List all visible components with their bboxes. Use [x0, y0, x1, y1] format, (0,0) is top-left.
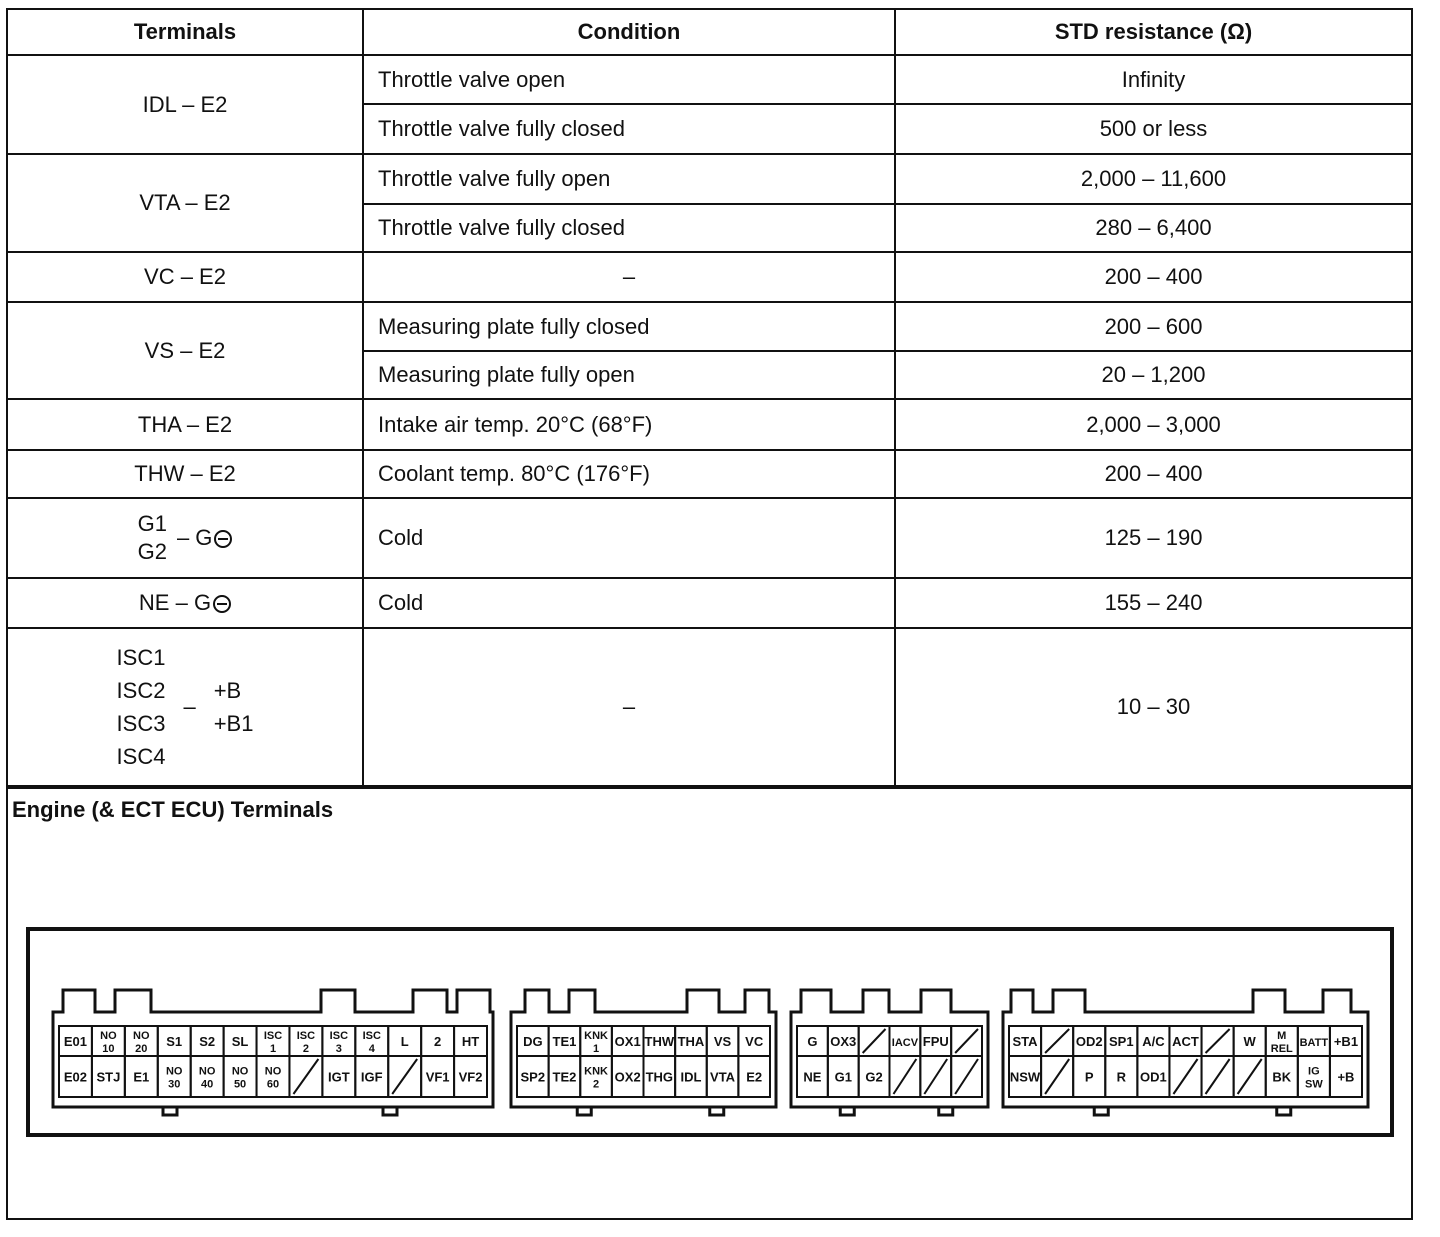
ecu-pin: [355, 1056, 388, 1097]
pin-label: KNK: [584, 1030, 608, 1042]
ecu-pin: [454, 1056, 487, 1097]
condition-cell: Coolant temp. 80°C (176°F): [363, 450, 895, 498]
ecu-section-title: Engine (& ECT ECU) Terminals: [12, 797, 334, 822]
pin-label: 2: [593, 1078, 600, 1091]
unused-pin-slash: [863, 1029, 886, 1053]
ecu-pin: [92, 1056, 125, 1097]
ecu-pin: [675, 1026, 707, 1056]
pin-label: TE2: [552, 1069, 577, 1085]
ecu-pin: [59, 1026, 92, 1056]
ecu-pin: [580, 1056, 612, 1097]
pin-label: STA: [1012, 1034, 1038, 1049]
pin-label: NSW: [1009, 1069, 1041, 1085]
pin-label: BATT: [1299, 1037, 1329, 1049]
ecu-connector-2: [511, 990, 776, 1115]
pin-label: VTA: [710, 1069, 736, 1085]
pin-label: W: [1243, 1034, 1256, 1049]
pin-label: THA: [677, 1034, 705, 1049]
ground-minus-icon: [213, 595, 231, 613]
pin-label: TE1: [552, 1034, 577, 1049]
pin-label: IGF: [360, 1069, 383, 1085]
pin-label: 60: [266, 1078, 280, 1091]
ecu-pin: [289, 1056, 322, 1097]
pin-label: E01: [63, 1034, 88, 1049]
pin-label: 2: [433, 1034, 442, 1049]
condition-cell: –: [363, 628, 895, 786]
table-row: [8, 55, 1411, 104]
pin-label: OX2: [614, 1069, 641, 1085]
pin-label: SP2: [520, 1069, 546, 1085]
ecu-pin: [920, 1026, 951, 1056]
pin-label: IACV: [891, 1037, 919, 1049]
ecu-pin: [1041, 1056, 1073, 1097]
ecu-pin: [1009, 1026, 1041, 1056]
ecu-pin: [191, 1026, 224, 1056]
pin-label: NO: [231, 1065, 249, 1078]
pin-label: NO: [100, 1030, 117, 1042]
std-cell: 10 – 30: [895, 628, 1411, 786]
ecu-pin: [549, 1026, 581, 1056]
terminal-isc3: ISC3: [116, 711, 166, 736]
pin-label: ISC: [329, 1030, 349, 1042]
pin-label: 1: [269, 1043, 277, 1055]
ecu-pin: [1234, 1026, 1266, 1056]
ecu-pin: [1105, 1026, 1137, 1056]
condition-cell: Measuring plate fully open: [363, 351, 895, 399]
ecu-pin: [1202, 1026, 1234, 1056]
pin-label: IG: [1308, 1065, 1320, 1078]
ecu-pin: [580, 1026, 612, 1056]
std-cell: 20 – 1,200: [895, 351, 1411, 399]
terminals-cell: THA – E2: [8, 399, 363, 450]
std-cell: 2,000 – 11,600: [895, 154, 1411, 204]
terminal-g-minus: – G: [176, 525, 213, 550]
pin-label: 50: [233, 1078, 247, 1091]
condition-cell: Cold: [363, 578, 895, 628]
ecu-pin: [355, 1026, 388, 1056]
pin-label: OX3: [830, 1034, 857, 1049]
pin-label: DG: [523, 1034, 543, 1049]
pin-label: KNK: [584, 1065, 608, 1078]
isc-terminals: ISC1 ISC2 ISC3 ISC4 – +B +B1: [117, 641, 254, 773]
header-condition: Condition: [363, 10, 895, 55]
pin-label: 20: [135, 1043, 148, 1055]
pin-label: REL: [1270, 1043, 1293, 1055]
ecu-pin: [388, 1056, 421, 1097]
pin-label: THG: [645, 1069, 674, 1085]
ecu-pin: [797, 1026, 828, 1056]
pin-label: ISC: [362, 1030, 381, 1042]
ecu-pin: [549, 1056, 581, 1097]
unused-pin-slash: [1206, 1059, 1230, 1094]
unused-pin-slash: [1238, 1059, 1262, 1094]
ecu-pin: [224, 1056, 257, 1097]
ecu-pin: [421, 1026, 454, 1056]
ecu-pin: [890, 1056, 921, 1097]
pin-label: 1: [593, 1043, 600, 1055]
ecu-connector-1: [53, 990, 493, 1115]
terminals-cell: [8, 628, 363, 786]
condition-cell: Throttle valve fully closed: [363, 104, 895, 154]
ecu-pin: [1041, 1026, 1073, 1056]
ecu-pin: [1073, 1056, 1105, 1097]
std-cell: 280 – 6,400: [895, 204, 1411, 252]
pin-label: 3: [335, 1043, 342, 1055]
pin-label: G: [807, 1034, 818, 1049]
condition-cell: Throttle valve fully open: [363, 154, 895, 204]
terminals-cell: [8, 578, 363, 628]
ecu-pin: [421, 1056, 454, 1097]
ecu-pin: [951, 1026, 982, 1056]
ecu-pin: [890, 1026, 921, 1056]
ecu-connector-diagram: [8, 789, 1411, 1235]
pin-label: VF2: [458, 1069, 483, 1085]
pin-label: +B: [1337, 1069, 1355, 1085]
ecu-pin: [1137, 1056, 1169, 1097]
condition-cell: Intake air temp. 20°C (68°F): [363, 399, 895, 450]
table-row: [8, 154, 1411, 204]
ecu-pin: [1105, 1056, 1137, 1097]
condition-cell: Cold: [363, 498, 895, 578]
terminal-isc4: ISC4: [116, 744, 166, 769]
ecu-connector-3: [791, 990, 988, 1115]
pin-label: 30: [168, 1078, 181, 1091]
ecu-pin: [951, 1056, 982, 1097]
ecu-pin: [92, 1026, 125, 1056]
unused-pin-slash: [1173, 1059, 1197, 1094]
pin-label: P: [1084, 1069, 1094, 1085]
document-page: [6, 8, 1413, 1220]
resistance-table: [8, 10, 1411, 787]
condition-cell: Measuring plate fully closed: [363, 302, 895, 351]
pin-label: VF1: [425, 1069, 450, 1085]
pin-label: IDL: [680, 1069, 702, 1085]
terminals-cell: THW – E2: [8, 450, 363, 498]
ecu-pin: [517, 1026, 549, 1056]
pin-label: NO: [165, 1065, 183, 1078]
condition-cell: Throttle valve open: [363, 55, 895, 104]
pin-label: 10: [102, 1043, 115, 1055]
pin-label: VC: [745, 1034, 764, 1049]
ecu-pin: [454, 1026, 487, 1056]
table-row: [8, 498, 1411, 578]
pin-label: BK: [1272, 1069, 1292, 1085]
ecu-pin: [1137, 1026, 1169, 1056]
condition-cell: –: [363, 252, 895, 302]
ecu-pin: [158, 1056, 191, 1097]
pin-label: STJ: [96, 1069, 121, 1085]
ecu-pin: [191, 1056, 224, 1097]
pin-label: G1: [834, 1069, 852, 1085]
table-row: [8, 578, 1411, 628]
terminal-ne: NE – G: [138, 590, 212, 615]
terminals-cell: IDL – E2: [8, 55, 363, 154]
terminals-cell: VTA – E2: [8, 154, 363, 252]
pin-label: ACT: [1172, 1034, 1199, 1049]
terminals-cell: [8, 498, 363, 578]
pin-label: FPU: [922, 1034, 949, 1049]
ecu-pin: [707, 1026, 739, 1056]
std-cell: 200 – 400: [895, 450, 1411, 498]
ecu-pin: [675, 1056, 707, 1097]
condition-cell: Throttle valve fully closed: [363, 204, 895, 252]
pin-label: S1: [166, 1034, 183, 1049]
terminal-isc2: ISC2: [116, 678, 166, 703]
ecu-pin: [797, 1056, 828, 1097]
terminal-plus-b: +B: [213, 678, 242, 703]
table-row: [8, 628, 1411, 786]
pin-label: ISC: [263, 1030, 283, 1042]
std-cell: 155 – 240: [895, 578, 1411, 628]
ecu-pin: [257, 1056, 290, 1097]
pin-label: HT: [461, 1034, 480, 1049]
pin-label: +B1: [1333, 1034, 1359, 1049]
ecu-pin: [612, 1026, 644, 1056]
pin-label: E1: [133, 1069, 150, 1085]
ecu-pin: [289, 1026, 322, 1056]
pin-label: THW: [644, 1034, 675, 1049]
pin-label: IGT: [328, 1069, 350, 1085]
ecu-pin: [920, 1056, 951, 1097]
table-header-row: [8, 10, 1411, 55]
std-cell: Infinity: [895, 55, 1411, 104]
unused-pin-slash: [392, 1059, 417, 1094]
ecu-pin: [1073, 1026, 1105, 1056]
pin-label: M: [1277, 1030, 1287, 1042]
ecu-pin: [644, 1056, 676, 1097]
ecu-pin: [517, 1056, 549, 1097]
pin-label: NO: [198, 1065, 216, 1078]
terminal-plus-b1: +B1: [213, 711, 254, 736]
ecu-pin: [322, 1056, 355, 1097]
unused-pin-slash: [293, 1059, 318, 1094]
ecu-pin: [125, 1056, 158, 1097]
ecu-pin: [158, 1026, 191, 1056]
g1-g2-terminals: [138, 510, 233, 566]
ecu-pin: [828, 1056, 859, 1097]
ecu-pin: [1298, 1056, 1330, 1097]
ecu-pin: [59, 1056, 92, 1097]
table-row: [8, 302, 1411, 351]
ecu-pin: [1330, 1026, 1362, 1056]
ecu-pin: [707, 1056, 739, 1097]
ecu-terminals-section: [8, 787, 1411, 1237]
header-terminals: Terminals: [8, 10, 363, 55]
ecu-pin: [1169, 1026, 1201, 1056]
pin-label: OD1: [1140, 1069, 1167, 1085]
unused-pin-slash: [894, 1059, 917, 1094]
std-cell: 125 – 190: [895, 498, 1411, 578]
pin-label: 2: [302, 1043, 309, 1055]
pin-label: SL: [231, 1034, 249, 1049]
table-row: [8, 399, 1411, 450]
ecu-pin: [1169, 1056, 1201, 1097]
ecu-pin: [125, 1026, 158, 1056]
pin-label: R: [1116, 1069, 1127, 1085]
pin-label: L: [400, 1034, 409, 1049]
terminals-cell: VC – E2: [8, 252, 363, 302]
std-cell: 200 – 600: [895, 302, 1411, 351]
ecu-pin: [1298, 1026, 1330, 1056]
ground-minus-icon: [214, 530, 232, 548]
ecu-pin: [1266, 1056, 1298, 1097]
ecu-pin: [1330, 1056, 1362, 1097]
pin-label: 40: [201, 1078, 214, 1091]
ecu-pin: [224, 1026, 257, 1056]
pin-label: E02: [63, 1069, 88, 1085]
ecu-pin: [738, 1026, 770, 1056]
pin-label: E2: [746, 1069, 763, 1085]
terminal-g2: G2: [137, 539, 167, 564]
ecu-pin: [738, 1056, 770, 1097]
table-row: [8, 252, 1411, 302]
pin-label: ISC: [296, 1030, 316, 1042]
pin-label: A/C: [1142, 1034, 1165, 1049]
ecu-pin: [322, 1026, 355, 1056]
ecu-pin: [1009, 1056, 1041, 1097]
table-row: [8, 450, 1411, 498]
ecu-pin: [1234, 1056, 1266, 1097]
pin-label: S2: [199, 1034, 216, 1049]
ecu-connector-4: [1003, 990, 1368, 1115]
unused-pin-slash: [1206, 1029, 1230, 1053]
ecu-pin: [1266, 1026, 1298, 1056]
ecu-pin: [612, 1056, 644, 1097]
unused-pin-slash: [955, 1059, 978, 1094]
unused-pin-slash: [1045, 1059, 1069, 1094]
terminals-cell: VS – E2: [8, 302, 363, 399]
pin-label: NE: [803, 1069, 822, 1085]
std-cell: 500 or less: [895, 104, 1411, 154]
terminal-isc1: ISC1: [116, 645, 166, 670]
pin-label: OD2: [1075, 1034, 1103, 1049]
pin-label: SW: [1304, 1078, 1323, 1091]
pin-label: NO: [264, 1065, 282, 1078]
pin-label: OX1: [614, 1034, 641, 1049]
ecu-outer-frame: [28, 929, 1392, 1135]
ecu-pin: [644, 1026, 676, 1056]
ecu-pin: [1202, 1056, 1234, 1097]
pin-label: 4: [368, 1043, 375, 1055]
header-std-resistance: STD resistance (Ω): [895, 10, 1411, 55]
terminal-g1: G1: [137, 511, 167, 536]
std-cell: 2,000 – 3,000: [895, 399, 1411, 450]
ecu-pin: [388, 1026, 421, 1056]
unused-pin-slash: [955, 1029, 978, 1053]
unused-pin-slash: [924, 1059, 947, 1094]
ecu-pin: [828, 1026, 859, 1056]
pin-label: G2: [865, 1069, 883, 1085]
ecu-pin: [859, 1026, 890, 1056]
pin-label: SP1: [1109, 1034, 1134, 1049]
ecu-pin: [859, 1056, 890, 1097]
unused-pin-slash: [1045, 1029, 1069, 1053]
std-cell: 200 – 400: [895, 252, 1411, 302]
pin-label: NO: [133, 1030, 150, 1042]
pin-label: VS: [713, 1034, 732, 1049]
ecu-pin: [257, 1026, 290, 1056]
